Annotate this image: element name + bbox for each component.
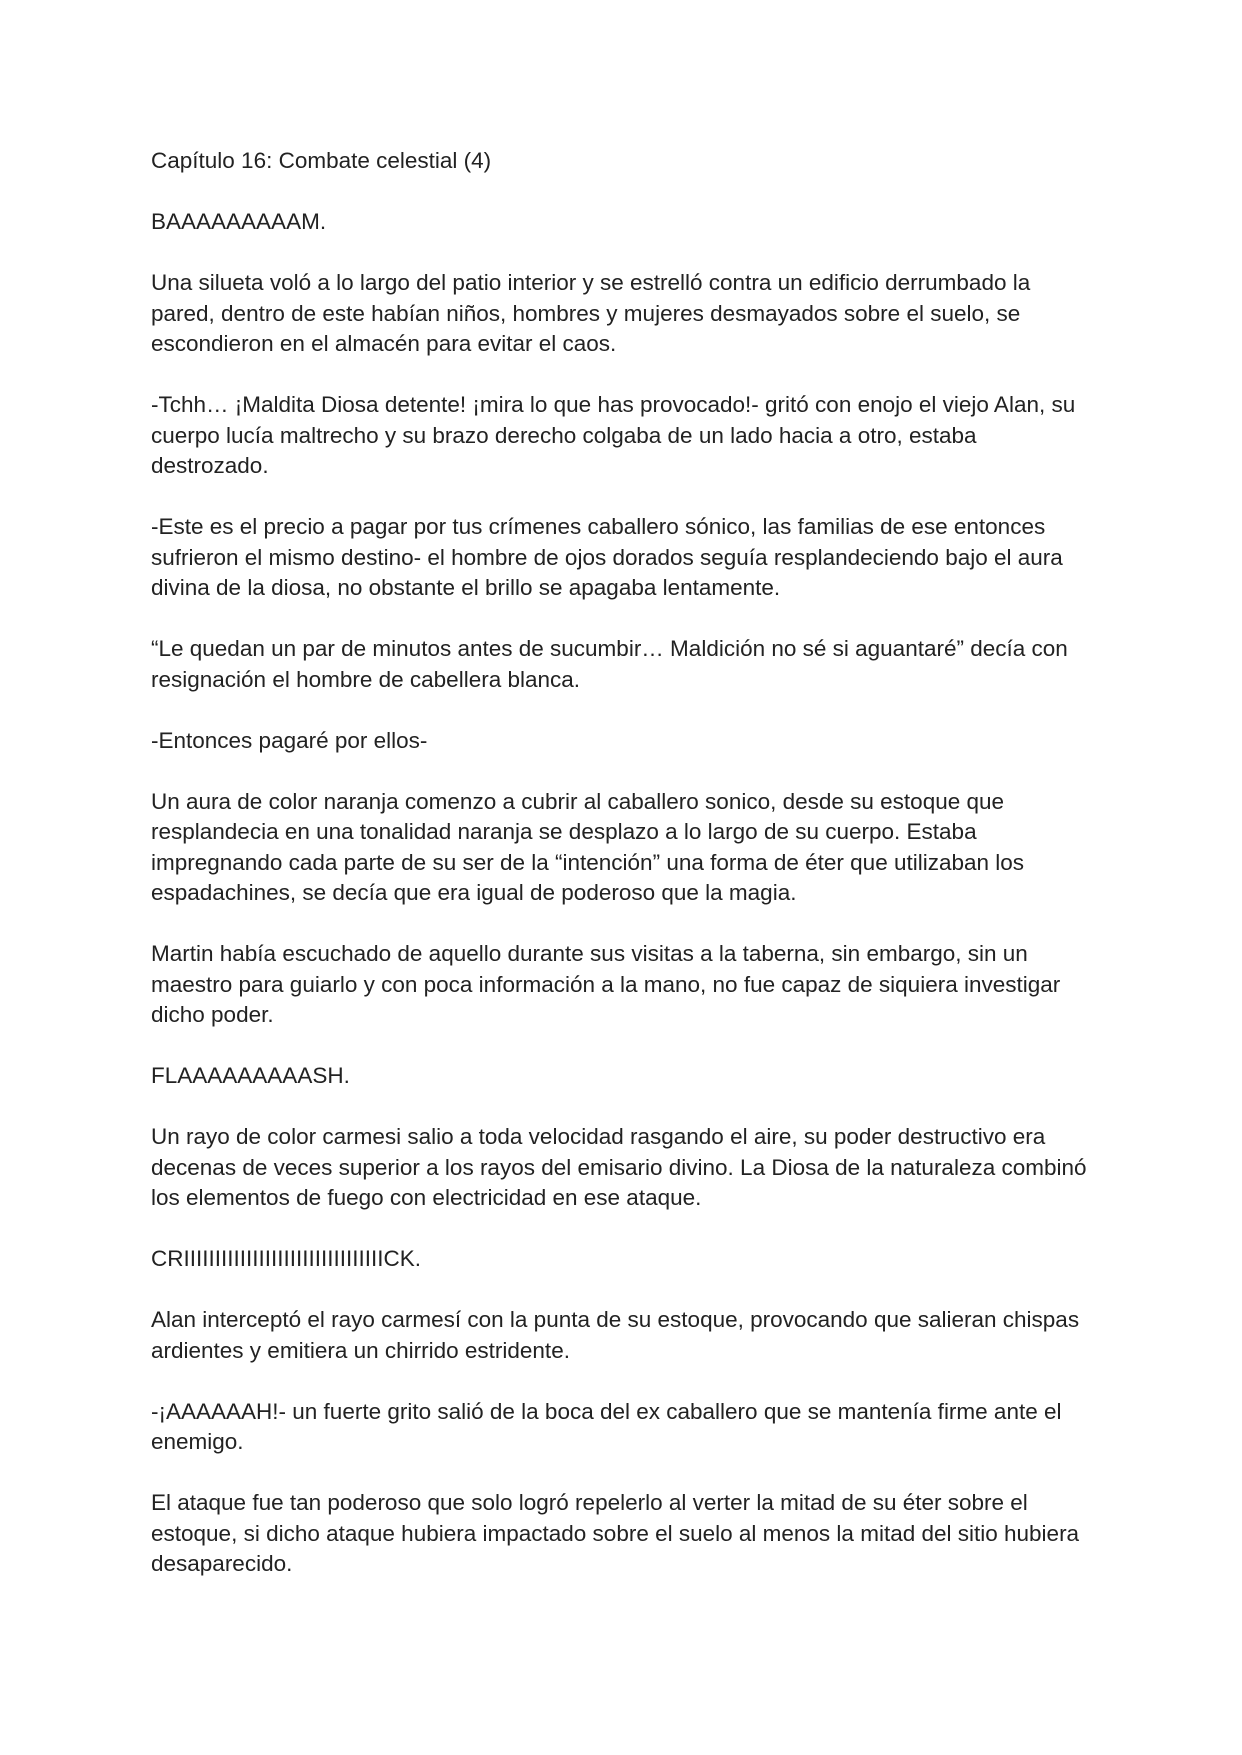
paragraph: BAAAAAAAAAM. <box>151 209 327 234</box>
paragraph: “Le quedan un par de minutos antes de sucumbir… Maldición no sé si aguantaré” decía con resignación el hombre de cabellera blanca. <box>151 636 1068 692</box>
paragraph: El ataque fue tan poderoso que solo logró repelerlo al verter la mitad de su éter sobre el estoque, si dicho ataque hubiera impactado sobre el suelo al menos la mitad del sitio hubiera desaparecido. <box>151 1490 1080 1576</box>
paragraph: -Tchh… ¡Maldita Diosa detente! ¡mira lo que has provocado!- gritó con enojo el viejo Alan, su cuerpo lucía maltrecho y su brazo derecho colgaba de un lado hacia a otro, estaba destrozado. <box>151 392 1076 478</box>
chapter-title: Capítulo 16: Combate celestial (4) <box>151 148 492 173</box>
paragraph: -¡AAAAAAH!- un fuerte grito salió de la boca del ex caballero que se mantenía firme ante el enemigo. <box>151 1398 1062 1454</box>
paragraph: Un rayo de color carmesi salio a toda velocidad rasgando el aire, su poder destructivo era decenas de veces superior a los rayos del emisario divino. La Diosa de la naturaleza combinó los elementos de fuego con electricidad en ese ataque. <box>151 1124 1087 1210</box>
paragraph: -Este es el precio a pagar por tus crímenes caballero sónico, las familias de ese entonces sufrieron el mismo destino- el hombre de ojos dorados seguía resplandeciendo bajo el aura divina de la diosa, no obstante el brillo se apagaba lentamente. <box>151 514 1063 600</box>
paragraph: Una silueta voló a lo largo del patio interior y se estrelló contra un edificio derrumbado la pared, dentro de este habían niños, hombres y mujeres desmayados sobre el suelo, se escondieron en el almacén para evitar el caos. <box>151 270 1031 356</box>
paragraph: Un aura de color naranja comenzo a cubrir al caballero sonico, desde su estoque que resplandecia en una tonalidad naranja se desplazo a lo largo de su cuerpo. Estaba impregnando cada parte de su ser de la “intención” una forma de éter que utilizaban los espadachines, se decía que era igual de poderoso que la magia. <box>151 788 1025 905</box>
paragraph: Martin había escuchado de aquello durante sus visitas a la taberna, sin embargo, sin un maestro para guiarlo y con poca información a la mano, no fue capaz de siquiera investigar dicho poder. <box>151 941 1061 1027</box>
paragraph: CRIIIIIIIIIIIIIIIIIIIIIIIIIIIIIIIICK. <box>151 1246 422 1271</box>
paragraph: -Entonces pagaré por ellos- <box>151 727 428 753</box>
paragraph: Alan interceptó el rayo carmesí con la punta de su estoque, provocando que salieran chispas ardientes y emitiera un chirrido estridente. <box>151 1307 1080 1363</box>
document-body <box>151 146 1096 1610</box>
paragraph: FLAAAAAAAAASH. <box>151 1063 350 1088</box>
